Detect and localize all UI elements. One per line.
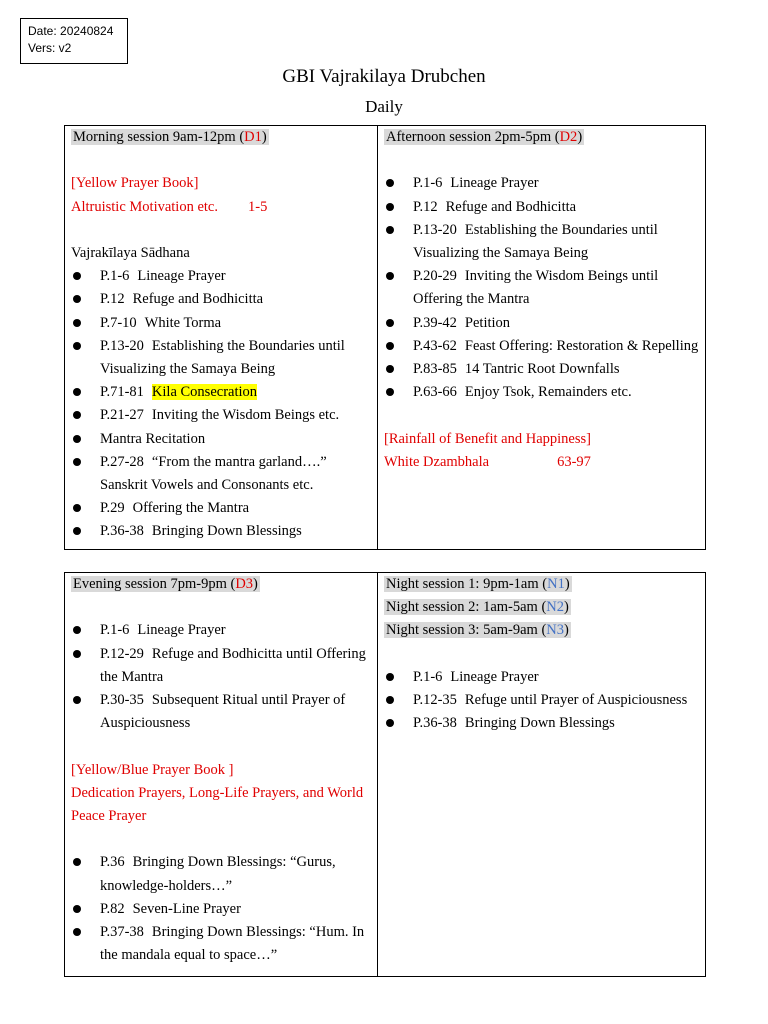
motivation-line: Altruistic Motivation etc. 1-5	[71, 198, 268, 215]
session-code: D1	[244, 129, 262, 145]
version-box	[20, 18, 128, 64]
list-item: P.21-27 Inviting the Wisdom Beings etc.	[71, 404, 371, 427]
morning-item-list	[71, 265, 371, 543]
list-item: P.37-38 Bringing Down Blessings: “Hum. In the mandala equal to space…”	[71, 921, 371, 967]
night-session-header-2: Night session 2: 1am-5am (N2)	[386, 599, 569, 616]
list-item: P.20-29 Inviting the Wisdom Beings until Offering the Mantra	[384, 265, 699, 311]
night-item-list	[384, 666, 699, 736]
evening-item-list-2	[71, 851, 371, 967]
list-item: P.82 Seven-Line Prayer	[71, 898, 371, 921]
list-item: P.39-42 Petition	[384, 312, 699, 335]
dzambhala-line: White Dzambhala 63-97	[384, 453, 591, 470]
morning-session-header: Morning session 9am-12pm (D1)	[73, 129, 267, 145]
evening-session-cell	[65, 573, 378, 977]
page-subtitle: Daily	[365, 97, 403, 116]
session-code: D2	[559, 129, 578, 145]
list-item: P.36 Bringing Down Blessings: “Gurus, knowledge-holders…”	[71, 851, 371, 897]
list-item: P.29 Offering the Mantra	[71, 497, 371, 520]
list-item: P.12-29 Refuge and Bodhicitta until Offering the Mantra	[71, 643, 371, 689]
afternoon-session-header: Afternoon session 2pm-5pm (D2)	[386, 129, 583, 145]
evening-item-list	[71, 619, 371, 735]
list-item: P.13-20 Establishing the Boundaries until Visualizing the Samaya Being	[71, 335, 371, 381]
sadhana-label: Vajrakīlaya Sādhana	[71, 244, 190, 261]
list-item: P.1-6 Lineage Prayer	[384, 666, 699, 689]
list-item: P.36-38 Bringing Down Blessings	[71, 520, 371, 543]
list-item: P.43-62 Feast Offering: Restoration & Repelling	[384, 335, 699, 358]
list-item: P.12 Refuge and Bodhicitta	[71, 288, 371, 311]
afternoon-session-cell	[378, 126, 706, 550]
night-sessions-table	[64, 572, 706, 977]
list-item: P.71-81 Kila Consecration	[71, 381, 371, 404]
dedication-line: Dedication Prayers, Long-Life Prayers, and World Peace Prayer	[71, 784, 364, 824]
list-item: P.1-6 Lineage Prayer	[71, 265, 371, 288]
list-item: P.30-35 Subsequent Ritual until Prayer of Auspiciousness	[71, 689, 371, 735]
night-session-header-3: Night session 3: 5am-9am (N3)	[386, 622, 569, 639]
yellow-blue-book-label: [Yellow/Blue Prayer Book ]	[71, 761, 234, 778]
session-code: N1	[547, 576, 565, 592]
list-item: P.1-6 Lineage Prayer	[71, 619, 371, 642]
list-item: P.63-66 Enjoy Tsok, Remainders etc.	[384, 381, 699, 404]
session-code: N2	[546, 599, 565, 616]
rainfall-book-label: [Rainfall of Benefit and Happiness]	[384, 430, 591, 447]
list-item: P.12 Refuge and Bodhicitta	[384, 196, 699, 219]
prayer-book-label: [Yellow Prayer Book]	[71, 175, 199, 192]
list-item: P.36-38 Bringing Down Blessings	[384, 712, 699, 735]
list-item: P.13-20 Establishing the Boundaries until Visualizing the Samaya Being	[384, 219, 699, 265]
version-label: Vers: v2	[28, 41, 72, 55]
list-item: P.83-85 14 Tantric Root Downfalls	[384, 358, 699, 381]
day-sessions-table	[64, 125, 706, 550]
list-item: P.12-35 Refuge until Prayer of Auspiciousness	[384, 689, 699, 712]
session-code: N3	[546, 622, 565, 639]
session-code: D3	[235, 576, 254, 592]
list-item: Mantra Recitation	[71, 428, 371, 451]
evening-session-header: Evening session 7pm-9pm (D3)	[73, 576, 258, 592]
list-item: P.7-10 White Torma	[71, 312, 371, 335]
list-item: P.27-28 “From the mantra garland….” Sanskrit Vowels and Consonants etc.	[71, 451, 371, 497]
highlighted-text: Kila Consecration	[151, 384, 258, 401]
afternoon-item-list	[384, 172, 699, 404]
night-session-header-1: Night session 1: 9pm-1am (N1)	[386, 576, 570, 592]
morning-session-cell	[65, 126, 378, 550]
night-session-cell	[378, 573, 706, 977]
date-label: Date: 20240824	[28, 24, 114, 38]
list-item: P.1-6 Lineage Prayer	[384, 172, 699, 195]
page-title: GBI Vajrakilaya Drubchen	[282, 66, 486, 87]
